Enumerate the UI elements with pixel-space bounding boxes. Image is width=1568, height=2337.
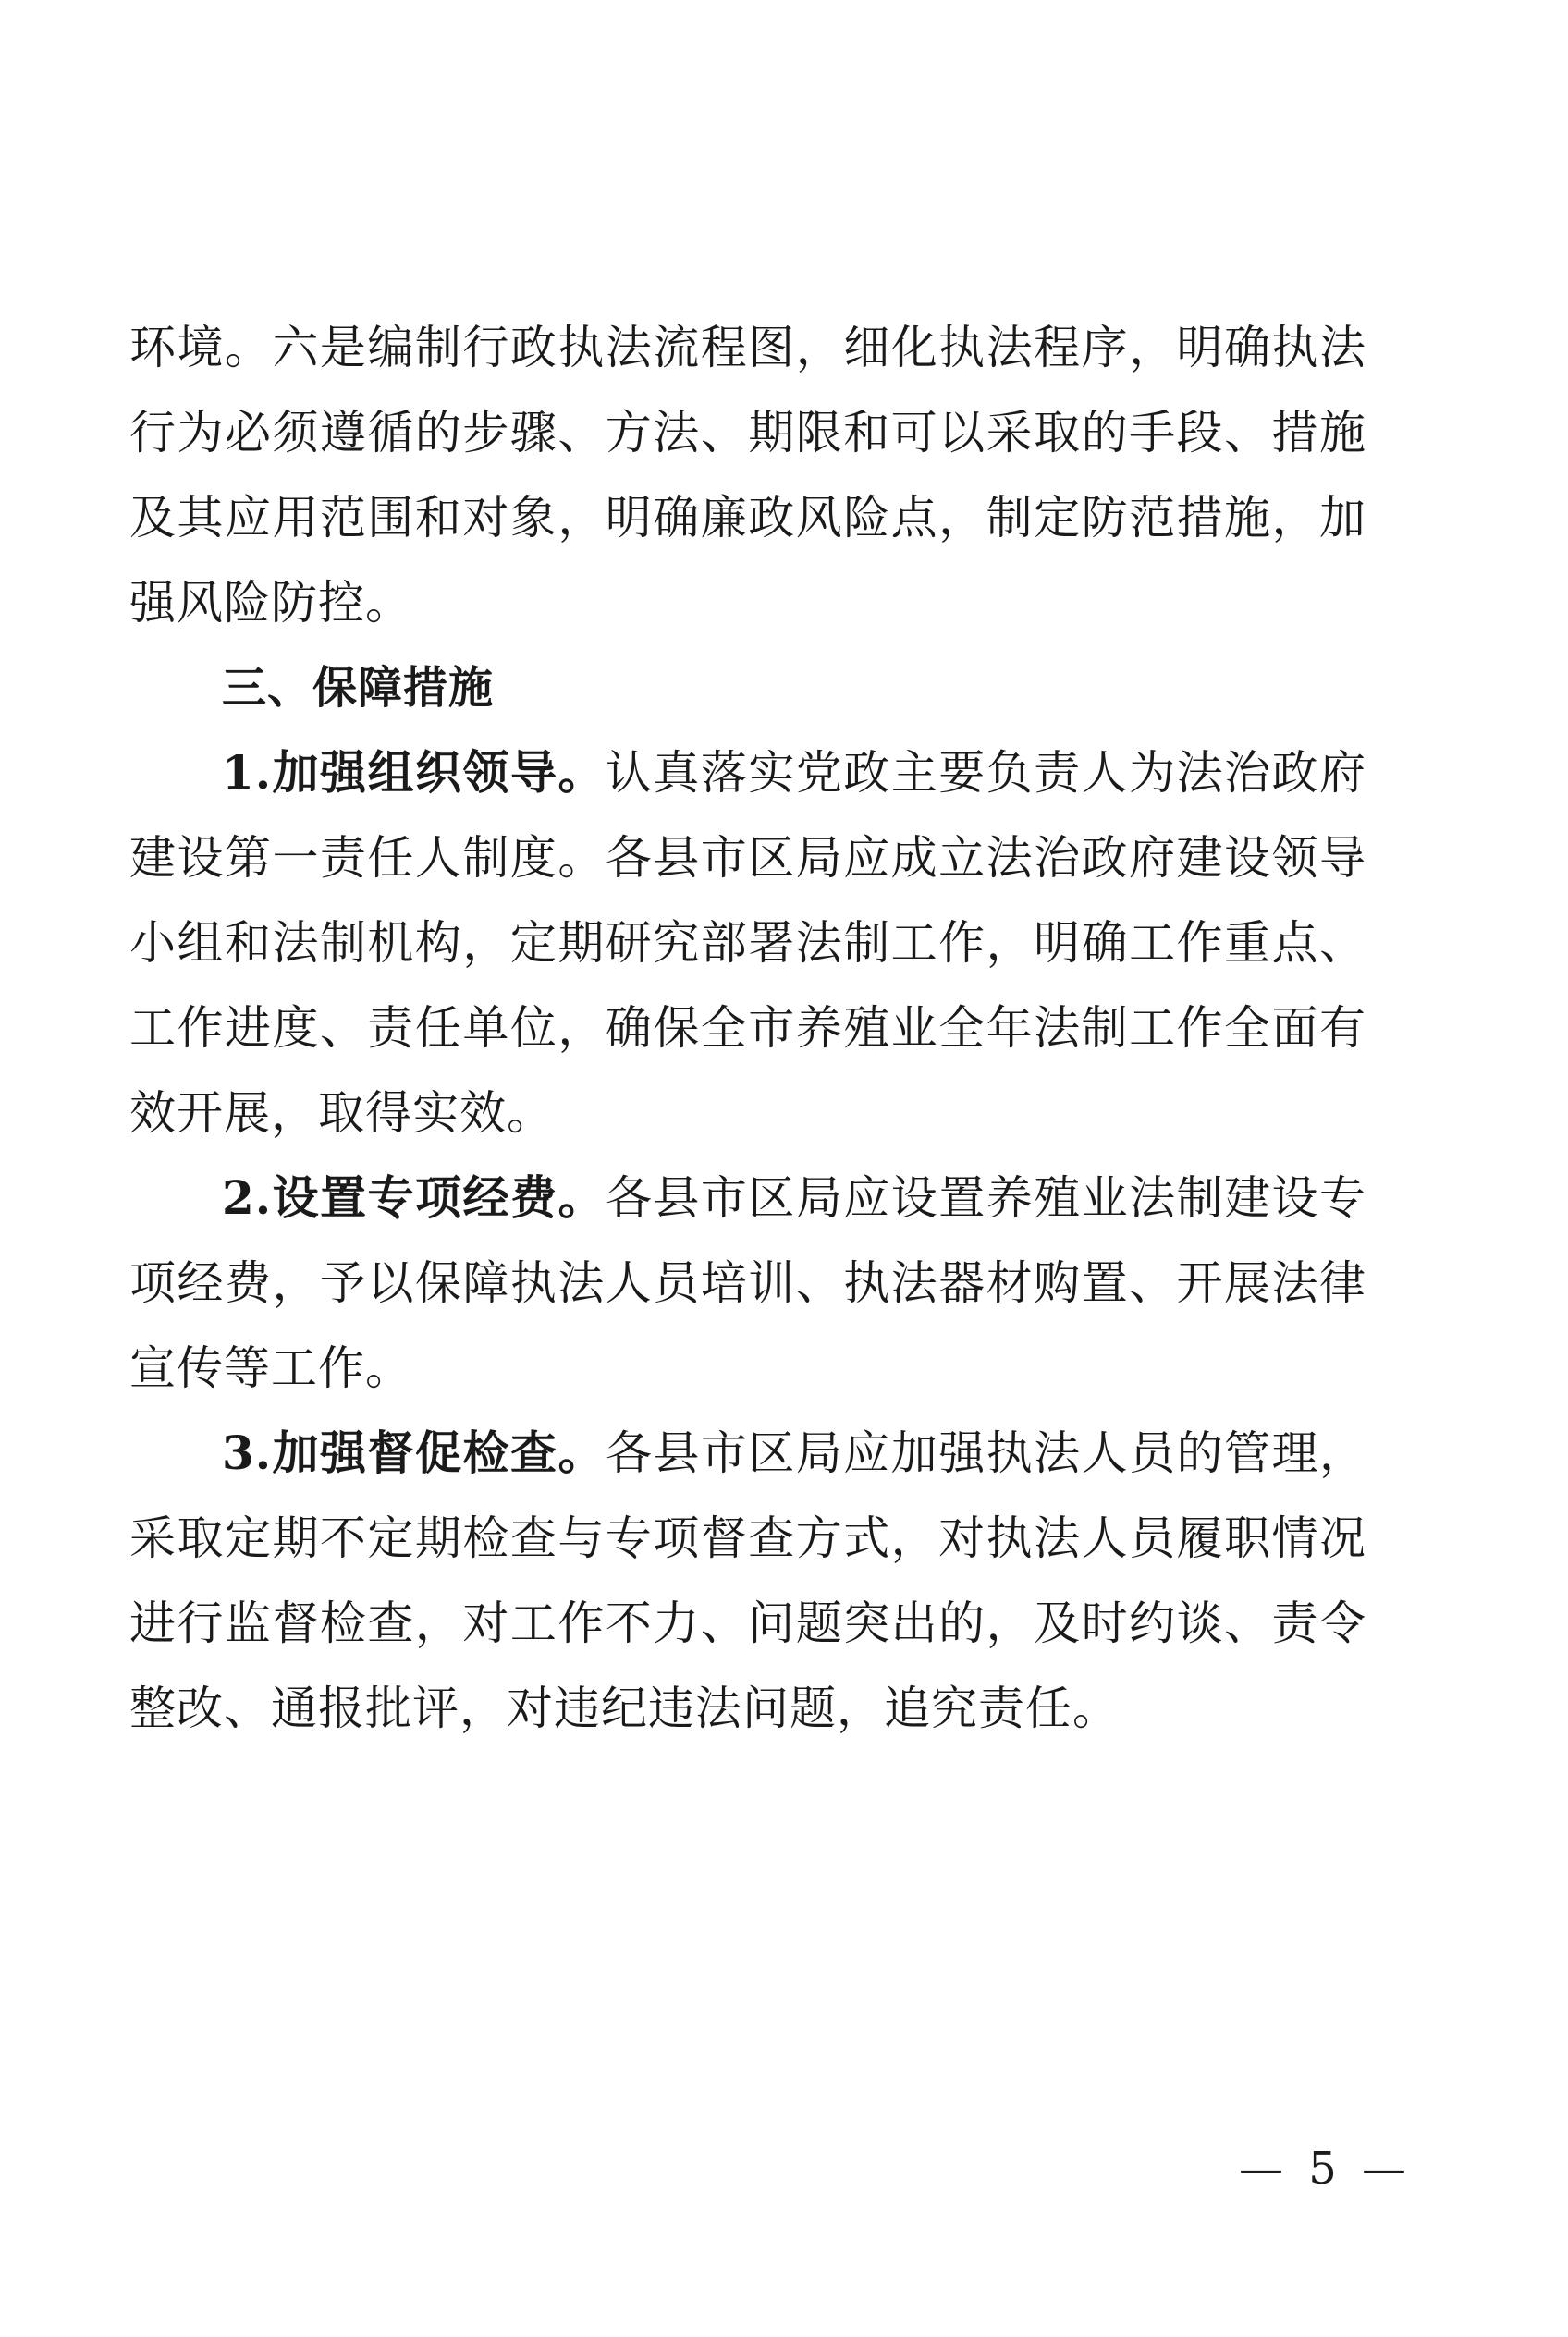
- document-body: [129, 305, 1366, 1751]
- item-lead-2: 2.设置专项经费。: [222, 1170, 606, 1225]
- item-paragraph-2: [129, 1156, 1366, 1411]
- item-paragraph-3: [129, 1411, 1366, 1751]
- page-number: — 5 —: [1239, 2143, 1413, 2195]
- item-lead-3: 3.加强督促检查。: [222, 1425, 606, 1480]
- item-text-3: 各县市区局应加强执法人员的管理，采取定期不定期检查与专项督查方式，对执法人员履职情况进行监督检查，对工作不力、问题突出的，及时约谈、责令整改、通报批评，对违纪违法问题，追究责任。: [129, 1426, 1366, 1735]
- item-text-1: 认真落实党政主要负责人为法治政府建设第一责任人制度。各县市区局应成立法治政府建设领导小组和法制机构，定期研究部署法制工作，明确工作重点、工作进度、责任单位，确保全市养殖业全年法制工作全面有效开展，取得实效。: [129, 746, 1366, 1140]
- item-paragraph-1: [129, 730, 1366, 1156]
- continuation-paragraph: 环境。六是编制行政执法流程图，细化执法程序，明确执法行为必须遵循的步骤、方法、期限和可以采取的手段、措施及其应用范围和对象，明确廉政风险点，制定防范措施，加强风险防控。: [129, 321, 1366, 630]
- item-text-2: 各县市区局应设置养殖业法制建设专项经费，予以保障执法人员培训、执法器材购置、开展法律宣传等工作。: [129, 1171, 1366, 1395]
- section-heading: 三、保障措施: [222, 662, 495, 714]
- item-lead-1: 1.加强组织领导。: [222, 745, 606, 800]
